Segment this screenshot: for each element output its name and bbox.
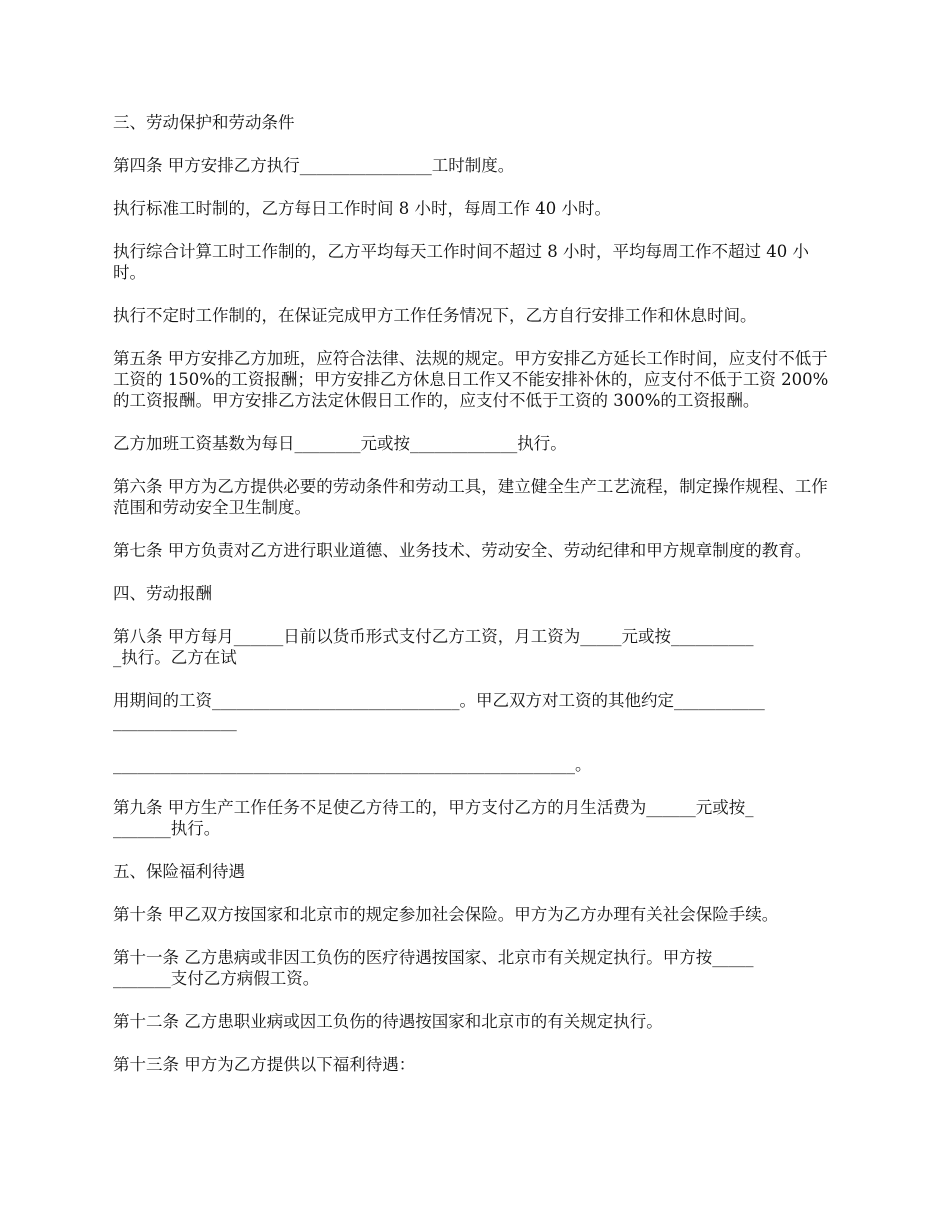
section-5-heading: 五、保险福利待遇 <box>113 862 245 881</box>
article-9: 第九条 甲方生产工作任务不足使乙方待工的，甲方支付乙方的月生活费为______元或按_ _______执行。 <box>113 798 754 838</box>
article-8: 第八条 甲方每月______日前以货币形式支付乙方工资，月工资为_____元或按__________ _执行。乙方在试 <box>113 627 754 667</box>
section-3-heading: 三、劳动保护和劳动条件 <box>113 113 295 132</box>
article-5: 第五条 甲方安排乙方加班，应符合法律、法规的规定。甲方安排乙方延长工作时间，应支付不低于工资的 150%的工资报酬；甲方安排乙方休息日工作又不能安排补休的，应支付不低于工资 200%的工资报酬。甲方安排乙方法定休假日工作的，应支付不低于工资的 300%的工资报酬。 <box>113 349 829 410</box>
overtime-base-paragraph: 乙方加班工资基数为每日________元或按_____________执行。 <box>113 434 567 453</box>
standard-hours-paragraph: 执行标准工时制的，乙方每日工作时间 8 小时，每周工作 40 小时。 <box>113 199 611 218</box>
probation-wage-paragraph: 用期间的工资______________________________。甲乙双方对工资的其他约定___________ _______________ <box>113 691 765 731</box>
section-4-heading: 四、劳动报酬 <box>113 584 212 603</box>
blank-line-paragraph: ________________________________________________________。 <box>113 755 592 774</box>
article-13: 第十三条 甲方为乙方提供以下福利待遇： <box>113 1055 416 1074</box>
article-12: 第十二条 乙方患职业病或因工负伤的待遇按国家和北京市的有关规定执行。 <box>113 1012 663 1031</box>
article-7: 第七条 甲方负责对乙方进行职业道德、业务技术、劳动安全、劳动纪律和甲方规章制度的教育。 <box>113 541 812 560</box>
article-11: 第十一条 乙方患病或非因工负伤的医疗待遇按国家、北京市有关规定执行。甲方按_____ _______支付乙方病假工资。 <box>113 948 754 988</box>
comprehensive-hours-paragraph: 执行综合计算工时工作制的，乙方平均每天工作时间不超过 8 小时，平均每周工作不超过 40 小时。 <box>113 242 809 282</box>
article-6: 第六条 甲方为乙方提供必要的劳动条件和劳动工具，建立健全生产工艺流程，制定操作规程、工作范围和劳动安全卫生制度。 <box>113 477 828 517</box>
article-4: 第四条 甲方安排乙方执行________________工时制度。 <box>113 156 515 175</box>
document-page <box>113 112 839 1097</box>
flexible-hours-paragraph: 执行不定时工作制的，在保证完成甲方工作任务情况下，乙方自行安排工作和休息时间。 <box>113 306 757 325</box>
article-10: 第十条 甲乙双方按国家和北京市的规定参加社会保险。甲方为乙方办理有关社会保险手续。 <box>113 905 779 924</box>
